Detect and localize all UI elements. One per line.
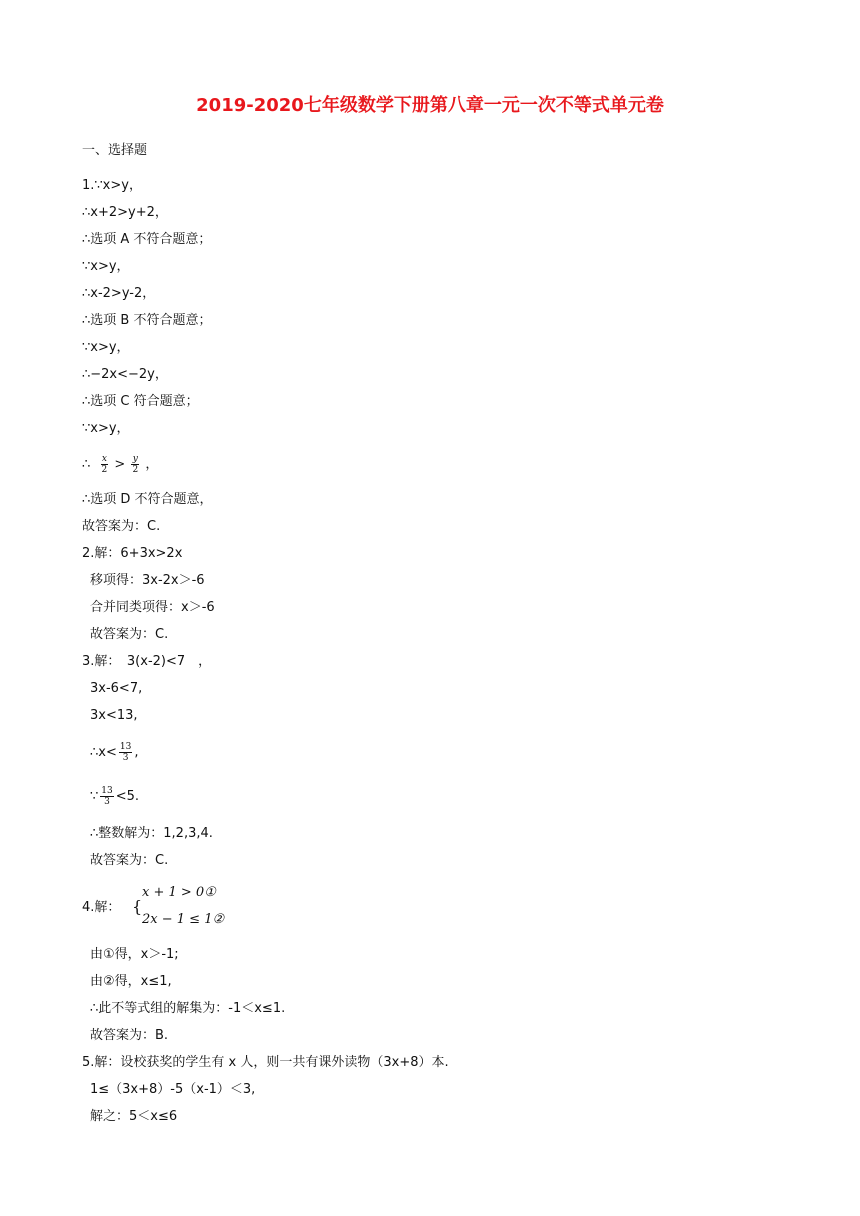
fraction-denominator: 3 — [122, 753, 129, 763]
fraction-numerator: y — [132, 454, 138, 464]
q1-answer: 故答案为：C. — [82, 519, 161, 534]
q1-line-8: ∴−2x<−2y， — [82, 367, 168, 382]
q1-line-11-suffix: ， — [145, 457, 159, 472]
q3-line-5 — [90, 784, 139, 810]
q3-line-6: ∴整数解为：1,2,3,4. — [90, 826, 213, 841]
q3-answer: 故答案为：C. — [90, 853, 169, 868]
q3-line-2: 3x-6<7, — [90, 681, 143, 696]
q4-label: 4.解： — [82, 900, 121, 915]
q1-line-2: ∴x+2>y+2， — [82, 205, 168, 220]
fraction-13-over-3 — [119, 742, 132, 763]
q5-line-2: 1≤（3x+8）-5（x-1）＜3, — [90, 1082, 256, 1097]
fraction-numerator: x — [101, 454, 107, 464]
q1-line-5: ∴x-2>y-2， — [82, 286, 156, 301]
q2-answer: 故答案为：C. — [90, 627, 169, 642]
q3-line-4-prefix: ∴x< — [90, 745, 117, 760]
fraction-denominator: 2 — [101, 465, 108, 475]
q3-line-1: 3.解： 3(x-2)<7 ， — [82, 654, 212, 669]
q5-line-3: 解之：5＜x≤6 — [90, 1109, 178, 1124]
system-row-2: 2x − 1 ≤ 1② — [142, 912, 225, 927]
q2-line-3: 合并同类项得：x＞-6 — [90, 600, 215, 615]
q4-line-3: 由②得，x≤1, — [90, 974, 172, 989]
q1-line-6: ∴选项 B 不符合题意； — [82, 313, 212, 328]
q2-line-2: 移项得：3x-2x＞-6 — [90, 573, 205, 588]
left-brace: { — [132, 897, 143, 916]
fraction-denominator: 2 — [132, 465, 139, 475]
fraction-numerator: 13 — [101, 786, 113, 796]
fraction-denominator: 3 — [104, 797, 110, 807]
q1-line-10: ∵x>y， — [82, 421, 130, 436]
q4-answer: 故答案为：B. — [90, 1028, 169, 1043]
q3-line-3: 3x<13, — [90, 708, 138, 723]
q3-line-4-suffix: , — [134, 745, 139, 760]
q3-line-5-prefix: ∵ — [90, 789, 99, 804]
fraction-y-over-2 — [131, 454, 139, 475]
q1-line-12: ∴选项 D 不符合题意， — [82, 492, 213, 507]
section-heading: 一、选择题 — [82, 143, 148, 158]
q1-line-4: ∵x>y， — [82, 259, 130, 274]
document-title: 2019-2020七年级数学下册第八章一元一次不等式单元卷 — [196, 95, 664, 116]
fraction-numerator: 13 — [119, 742, 132, 752]
q2-line-1: 2.解：6+3x>2x — [82, 546, 183, 561]
q1-line-11-prefix: ∴ — [82, 457, 91, 472]
q1-line-11 — [82, 452, 158, 478]
q1-line-9: ∴选项 C 符合题意； — [82, 394, 199, 409]
q1-line-7: ∵x>y， — [82, 340, 130, 355]
greater-than-sign: > — [114, 457, 126, 472]
q1-line-3: ∴选项 A 不符合题意； — [82, 232, 212, 247]
q5-line-1: 5.解：设校获奖的学生有 x 人，则一共有课外读物（3x+8）本. — [82, 1055, 449, 1070]
q1-line-1: 1.∵x>y， — [82, 178, 142, 193]
q3-line-4 — [90, 740, 138, 766]
fraction-13-over-3 — [100, 786, 113, 807]
q4-line-4: ∴此不等式组的解集为：-1＜x≤1. — [90, 1001, 286, 1016]
q3-line-5-suffix: <5. — [115, 789, 140, 804]
fraction-x-over-2 — [101, 454, 109, 475]
system-row-1: x + 1 > 0① — [142, 885, 216, 900]
q4-line-2: 由①得，x＞-1; — [90, 947, 179, 962]
